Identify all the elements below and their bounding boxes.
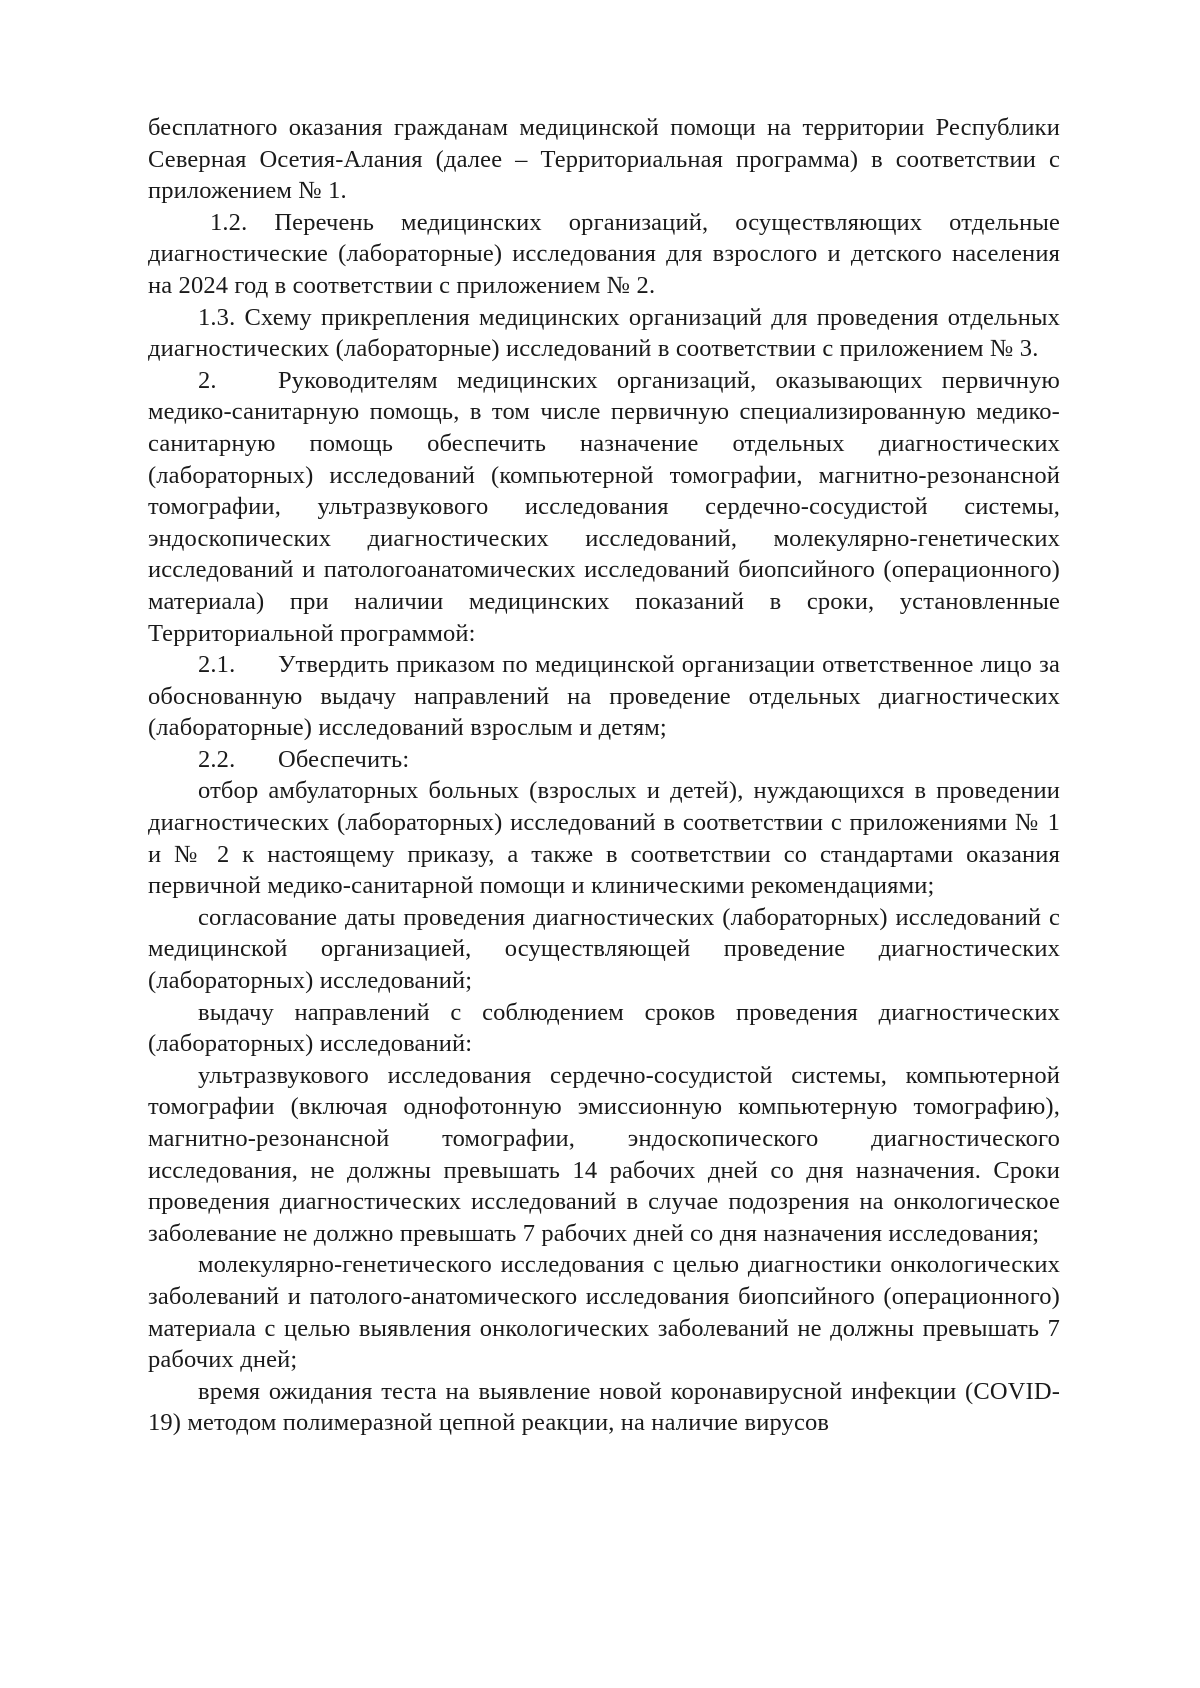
paragraph-1-2: 1.2. Перечень медицинских организаций, осуществляющих отдельные диагностические (лабораторные) исследования для взрослого и детского населения на 2024 год в соответствии с приложением № 2. <box>148 208 1060 299</box>
paragraph-2 <box>148 365 1060 649</box>
paragraph-2-1 <box>148 649 1060 744</box>
bullet-referrals: выдачу направлений с соблюдением сроков проведения диагностических (лабораторных) исследований: <box>148 998 1060 1058</box>
paragraph-2-1-number: 2.1. <box>198 651 236 679</box>
bullet-molecular-terms: молекулярно-генетического исследования с целью диагностики онкологических заболеваний и патолого-анатомического исследования биопсийного (операционного) материала с целью выявления онкологических заболеваний не должны превышать 7 рабочих дней; <box>148 1251 1060 1374</box>
document-page <box>148 112 1060 1439</box>
paragraph-intro: бесплатного оказания гражданам медицинской помощи на территории Республики Северная Осетия-Алания (далее – Территориальная программа) в соответствии с приложением № 1. <box>148 114 1060 205</box>
paragraph-1-3: 1.3. Схему прикрепления медицинских организаций для проведения отдельных диагностических (лабораторные) исследований в соответствии с приложением № 3. <box>148 303 1060 363</box>
paragraph-2-2-text: Обеспечить: <box>278 745 410 773</box>
paragraph-2-2-number: 2.2. <box>198 745 236 773</box>
paragraph-2-2 <box>148 744 1060 776</box>
bullet-ultrasound-terms: ультразвукового исследования сердечно-сосудистой системы, компьютерной томографии (включая однофотонную эмиссионную компьютерную томографию), магнитно-резонансной томографии, эндоскопического диагностического исследования, не должны превышать 14 рабочих дней со дня назначения. Сроки проведения диагностических исследований в случае подозрения на онкологическое заболевание не должно превышать 7 рабочих дней со дня назначения исследования; <box>148 1061 1060 1247</box>
paragraph-2-1-text: Утвердить приказом по медицинской организации ответственное лицо за обоснованную выдачу направлений на проведение отдельных диагностических (лабораторные) исследований взрослым и детям; <box>148 651 1060 742</box>
bullet-selection: отбор амбулаторных больных (взрослых и детей), нуждающихся в проведении диагностических (лабораторных) исследований в соответствии с приложениями № 1 и № 2 к настоящему приказу, а также в соответствии со стандартами оказания первичной медико-санитарной помощи и клиническими рекомендациями; <box>148 777 1060 900</box>
paragraph-2-number: 2. <box>198 366 217 394</box>
bullet-covid-test: время ожидания теста на выявление новой коронавирусной инфекции (COVID-19) методом полимеразной цепной реакции, на наличие вирусов <box>148 1377 1060 1437</box>
paragraph-2-text: Руководителям медицинских организаций, оказывающих первичную медико-санитарную помощь, в том числе первичную специализированную медико-санитарную помощь обеспечить назначение отдельных диагностических (лабораторных) исследований (компьютерной томографии, магнитно-резонансной томографии, ультразвукового исследования сердечно-сосудистой системы, эндоскопических диагностических исследований, молекулярно-генетических исследований и патологоанатомических исследований биопсийного (операционного) материала) при наличии медицинских показаний в сроки, установленные Территориальной программой: <box>148 366 1060 647</box>
bullet-agreement: согласование даты проведения диагностических (лабораторных) исследований с медицинской организацией, осуществляющей проведение диагностических (лабораторных) исследований; <box>148 903 1060 995</box>
